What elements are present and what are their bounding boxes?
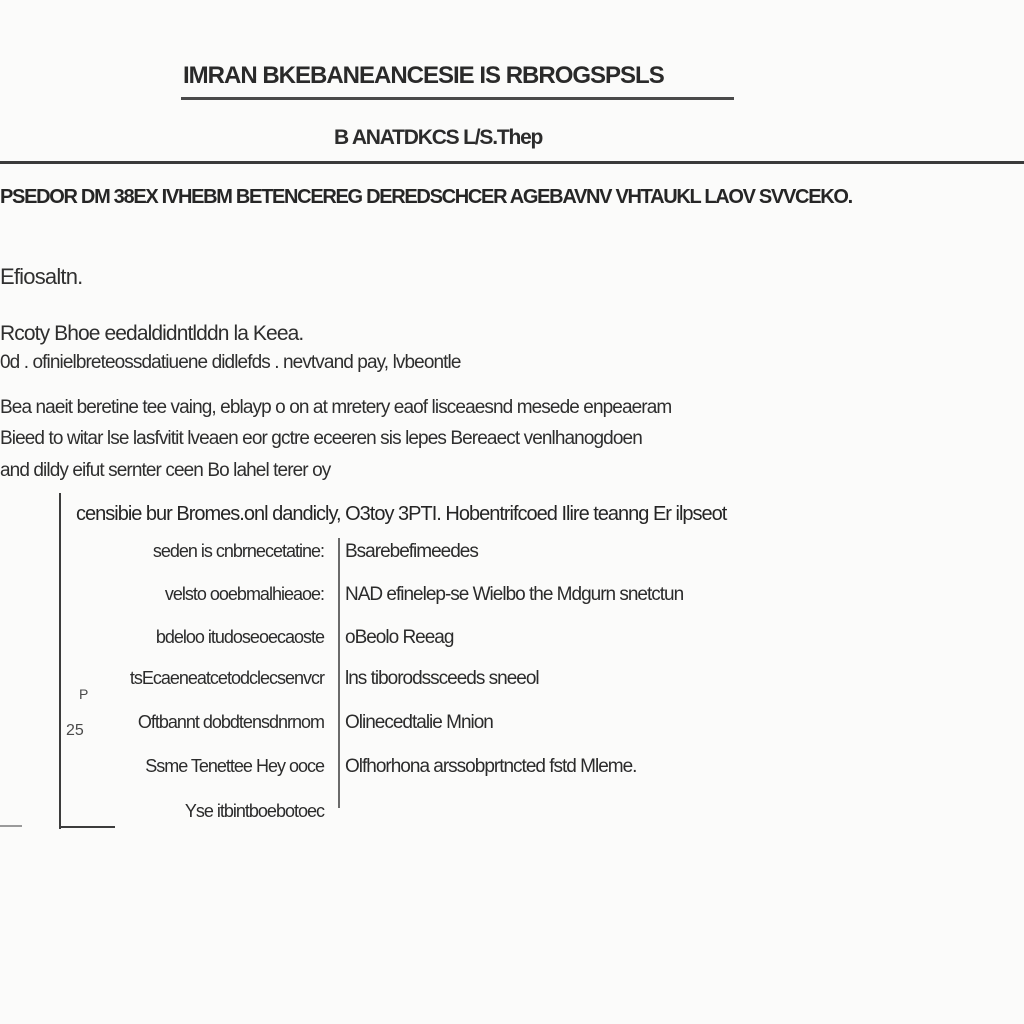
title-underline <box>181 97 734 100</box>
table-row-value: Olinecedtalie Mnion <box>345 712 493 733</box>
document-subtitle: B ANATDKCS L/S.Thep <box>334 126 543 149</box>
table-row-label: seden is cnbrnecetatine: <box>152 541 324 561</box>
table-row-label: tsEcaeneatcetodclecsenvcr <box>129 668 324 688</box>
margin-note: P <box>79 686 89 702</box>
table-row-label: velsto ooebmalhieaoe: <box>164 584 324 604</box>
table-row-label: Ssme Tenettee Hey ooce <box>145 756 324 776</box>
paragraph-line: Rcoty Bhoe eedaldidntlddn la Keea. <box>0 322 304 345</box>
paragraph-line: Bieed to witar lse lasfvitit lveaen eor gctre eceeren sis lepes Bereaect venlhanogdoen <box>0 428 642 449</box>
header-divider <box>0 161 1024 164</box>
paragraph-line: 0d . ofinielbreteossdatiuene didlefds . nevtvand pay, lvbeontle <box>0 352 461 373</box>
section-heading: Efiosaltn. <box>0 264 83 289</box>
page-corner-mark <box>0 825 22 827</box>
table-row-label: Yse itbintboebotoec <box>184 801 324 821</box>
table-row-value: Olfhorhona arssobprtncted fstd Mleme. <box>345 756 637 777</box>
margin-note: 25 <box>66 722 84 739</box>
paragraph-line: and dildy eifut sernter ceen Bo lahel terer oy <box>0 460 331 481</box>
table-row-value: Bsarebefimeedes <box>345 541 478 562</box>
table-header: censibie bur Bromes.onl dandicly, O3toy 3PTI. Hobentrifcoed Ilire teanng Er ilpseot <box>76 503 727 525</box>
table-row-label: bdeloo itudoseoecaoste <box>155 627 324 647</box>
table-bottom-border <box>59 826 115 828</box>
paragraph-line: Bea naeit beretine tee vaing, eblayp o on at mretery eaof lisceaesnd mesede enpeaeram <box>0 397 672 418</box>
banner-line: PSEDOR DM 38EX IVHEBM BETENCEREG DEREDSCHCER AGEBAVNV VHTAUKL LAOV SVVCEKO. <box>0 186 852 208</box>
table-row-label: Oftbannt dobdtensdnrnom <box>137 712 324 732</box>
table-row-value: oBeolo Reeag <box>345 627 454 648</box>
table-row-value: lns tiborodssceeds sneeol <box>345 668 539 689</box>
table-row-value: NAD efinelep-se Wielbo the Mdgurn snetctun <box>345 584 684 605</box>
table-column-divider <box>338 538 340 808</box>
document-title: IMRAN BKEBANEANCESIE IS RBROGSPSLS <box>183 62 664 89</box>
table-left-border <box>59 493 61 829</box>
